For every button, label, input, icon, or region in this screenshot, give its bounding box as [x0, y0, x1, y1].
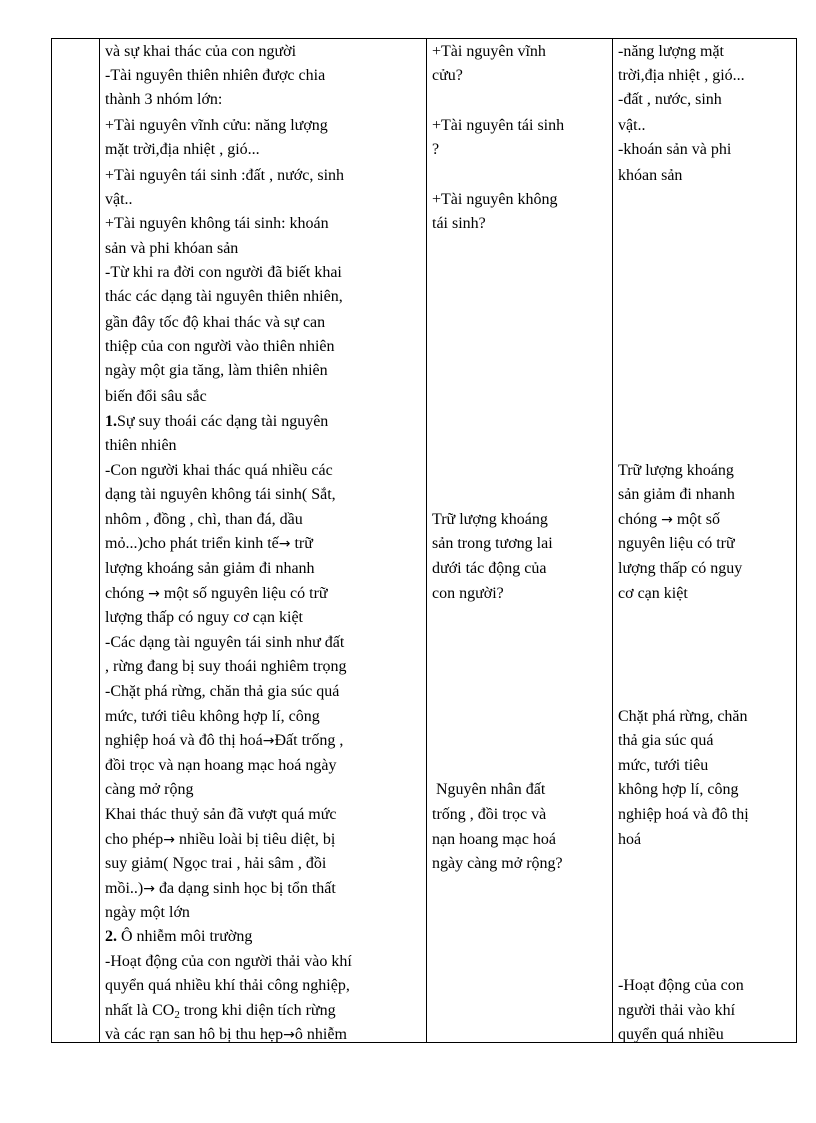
content-line: suy giảm( Ngọc trai , hải sâm , đồi: [105, 855, 327, 872]
arrow-icon: →: [661, 512, 673, 528]
answer-line: Chặt phá rừng, chăn: [618, 708, 748, 725]
lesson-table: [51, 38, 797, 1043]
content-line: nghiệp hoá và đô thị hoá→Đất trống ,: [105, 732, 344, 749]
answer-line: Trữ lượng khoáng: [618, 462, 734, 479]
answer-line: trời,địa nhiệt , gió...: [618, 67, 745, 84]
answer-line: người thải vào khí: [618, 1002, 736, 1019]
content-line: biến đổi sâu sắc: [105, 388, 207, 405]
content-line: cho phép→ nhiều loài bị tiêu diệt, bị: [105, 831, 336, 848]
question-line: Trữ lượng khoáng: [432, 511, 548, 528]
answer-line: nghiệp hoá và đô thị: [618, 806, 749, 823]
answer-column-cell: [613, 39, 797, 1043]
question-line: tái sinh?: [432, 215, 486, 232]
answer-line: lượng thấp có nguy: [618, 560, 743, 577]
section-heading-1: 1.Sự suy thoái các dạng tài nguyên: [105, 413, 329, 430]
content-line: ngày một lớn: [105, 904, 190, 921]
content-line: và các rạn san hô bị thu hẹp→ô nhiễm: [105, 1026, 347, 1042]
content-line: gần đây tốc độ khai thác và sự can: [105, 314, 326, 331]
answer-line: không hợp lí, công: [618, 781, 739, 798]
answer-line: vật..: [618, 117, 646, 134]
arrow-icon: →: [278, 536, 291, 552]
content-column-cell: [100, 39, 427, 1043]
question-line: Nguyên nhân đất: [436, 781, 546, 798]
content-line: Khai thác thuỷ sản đã vượt quá mức: [105, 806, 337, 823]
content-line: mức, tưới tiêu không hợp lí, công: [105, 708, 320, 725]
answer-line: cơ cạn kiệt: [618, 585, 688, 602]
content-line: sản và phi khóan sản: [105, 240, 239, 257]
content-line: +Tài nguyên tái sinh :đất , nước, sinh: [105, 167, 345, 184]
arrow-icon: →: [148, 586, 160, 602]
content-line: +Tài nguyên không tái sinh: khoán: [105, 215, 329, 232]
content-line: và sự khai thác của con người: [105, 43, 297, 60]
answer-line: hoá: [618, 831, 642, 848]
answer-line: nguyên liệu có trữ: [618, 535, 735, 552]
time-column-cell: [52, 39, 100, 1043]
content-line: -Chặt phá rừng, chăn thả gia súc quá: [105, 683, 340, 700]
content-line: -Các dạng tài nguyên tái sinh như đất: [105, 634, 345, 651]
content-line: -Hoạt động của con người thải vào khí: [105, 953, 352, 970]
content-line: mỏ...)cho phát triển kinh tế→ trữ: [105, 535, 313, 552]
content-line: lượng khoáng sản giảm đi nhanh: [105, 560, 315, 577]
content-line: nhôm , đồng , chì, than đá, dầu: [105, 511, 303, 528]
answer-line: khóan sản: [618, 167, 683, 184]
question-line: +Tài nguyên vĩnh: [432, 43, 546, 60]
question-line: sản trong tương lai: [432, 535, 553, 552]
answer-line: -khoán sản và phi: [618, 141, 732, 158]
answer-line: -Hoạt động của con: [618, 977, 744, 994]
question-line: cửu?: [432, 67, 463, 84]
answer-line: chóng → một số: [618, 511, 720, 528]
content-line: +Tài nguyên vĩnh cửu: năng lượng: [105, 117, 328, 134]
content-line: đồi trọc và nạn hoang mạc hoá ngày: [105, 757, 337, 774]
question-line: ngày càng mở rộng?: [432, 855, 563, 872]
section-heading-2: 2. Ô nhiễm môi trường: [105, 928, 253, 945]
content-line: thác các dạng tài nguyên thiên nhiên,: [105, 288, 343, 305]
content-line: -Con người khai thác quá nhiều các: [105, 462, 333, 479]
content-line: , rừng đang bị suy thoái nghiêm trọng: [105, 658, 347, 675]
content-line: mặt trời,địa nhiệt , gió...: [105, 141, 260, 158]
content-line: chóng → một số nguyên liệu có trữ: [105, 585, 328, 602]
question-line: +Tài nguyên tái sinh: [432, 117, 565, 134]
content-line: dạng tài nguyên không tái sinh( Sắt,: [105, 486, 336, 503]
content-line: vật..: [105, 191, 133, 208]
question-column-cell: [427, 39, 613, 1043]
answer-line: -năng lượng mặt: [618, 43, 724, 60]
arrow-icon: →: [262, 733, 275, 749]
content-line: ngày một gia tăng, làm thiên nhiên: [105, 362, 328, 379]
arrow-icon: →: [163, 832, 175, 848]
question-line: dưới tác động của: [432, 560, 547, 577]
arrow-icon: →: [143, 881, 155, 897]
answer-line: mức, tưới tiêu: [618, 757, 709, 774]
content-line: quyển quá nhiều khí thải công nghiệp,: [105, 977, 350, 994]
content-line: nhất là $CO_2$ trong khi diện tích rừng: [105, 1002, 336, 1021]
question-line: nạn hoang mạc hoá: [432, 831, 556, 848]
question-line: ?: [432, 141, 440, 158]
table-row: [52, 39, 797, 1043]
content-line: lượng thấp có nguy cơ cạn kiệt: [105, 609, 303, 626]
answer-line: -đất , nước, sinh: [618, 91, 722, 108]
question-line: con người?: [432, 585, 504, 602]
content-line: thành 3 nhóm lớn:: [105, 91, 223, 108]
content-line: thiên nhiên: [105, 437, 177, 454]
content-line: mồi..)→ đa dạng sinh học bị tổn thất: [105, 880, 336, 897]
content-line: càng mở rộng: [105, 781, 194, 798]
content-line: -Tài nguyên thiên nhiên được chia: [105, 67, 326, 84]
arrow-icon: →: [283, 1027, 295, 1042]
content-line: -Từ khi ra đời con người đã biết khai: [105, 264, 342, 281]
content-line: thiệp của con người vào thiên nhiên: [105, 338, 335, 355]
answer-line: quyển quá nhiều: [618, 1026, 724, 1042]
answer-line: sản giảm đi nhanh: [618, 486, 735, 503]
answer-line: thả gia súc quá: [618, 732, 714, 749]
question-line: trống , đồi trọc và: [432, 806, 547, 823]
question-line: +Tài nguyên không: [432, 191, 558, 208]
